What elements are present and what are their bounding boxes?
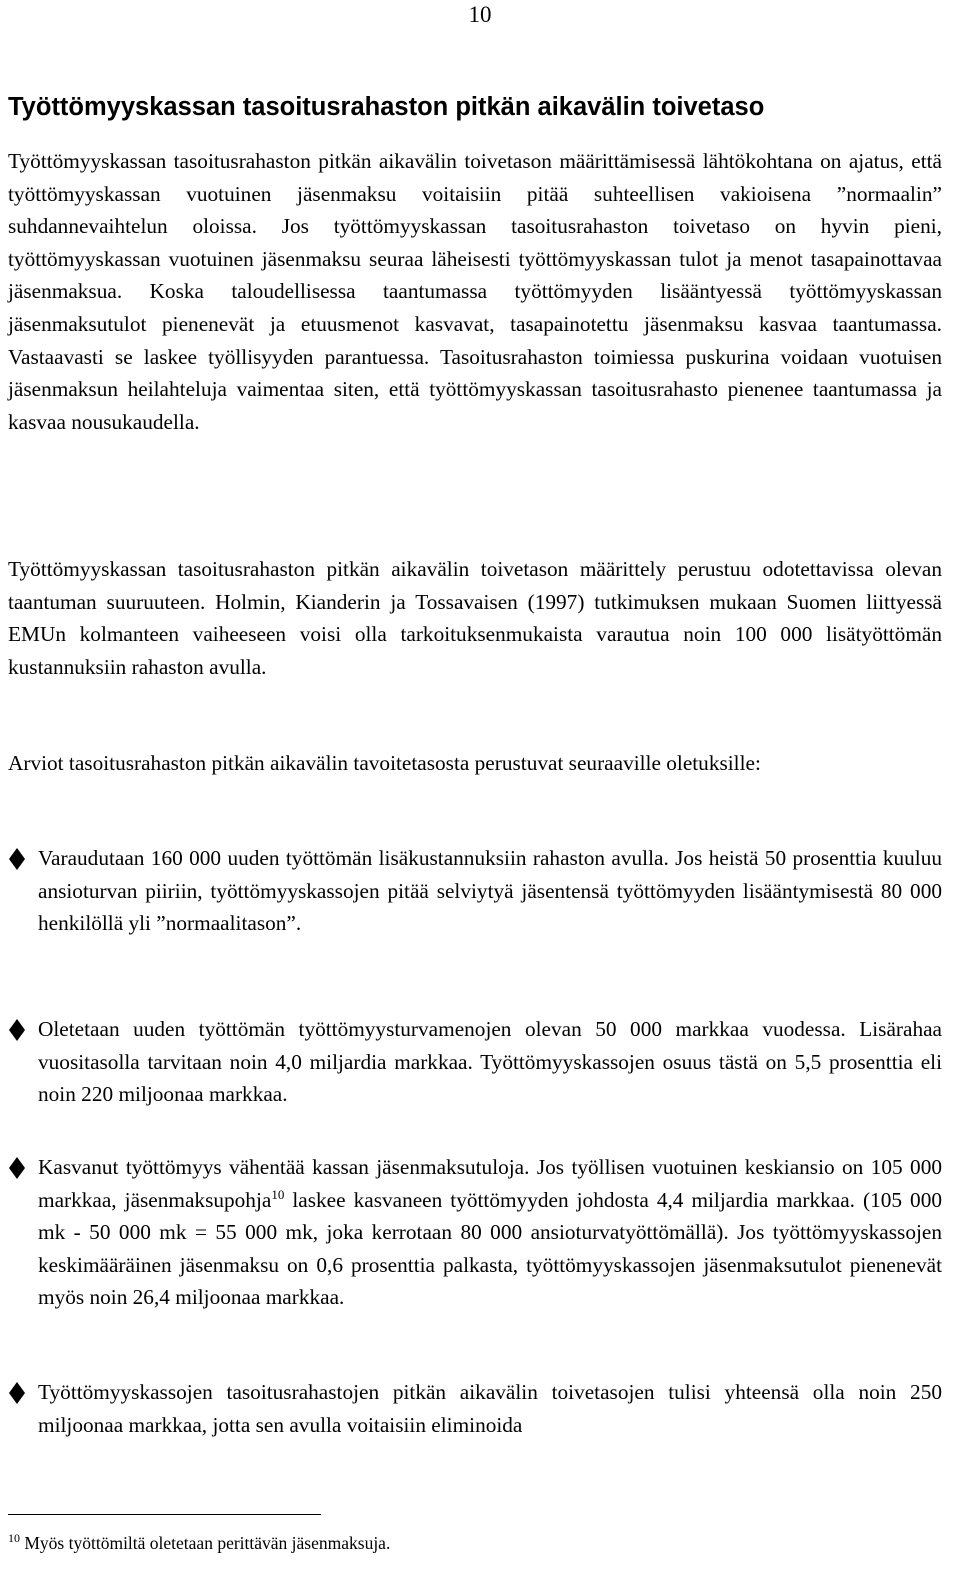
bullet-item <box>8 1376 942 1441</box>
footnote-reference[interactable]: 10 <box>271 1186 285 1202</box>
bullet-text-part: laskee kasvaneen työttömyyden johdosta 4,4 miljardia markkaa. (105 000 mk - 50 000 mk = 55 000 mk, joka kerrotaan 80 000 ansioturvatyöttömällä). Jos työttömyyskassojen keskimääräinen jäsenmaksu on 0,6 prosenttia palkasta, työttömyyskassojen jäsenmaksutulot pienenevät myös noin 26,4 miljoonaa markkaa. <box>38 1187 943 1310</box>
footnote-divider <box>8 1514 321 1515</box>
page-title: Työttömyyskassan tasoitusrahaston pitkän aikavälin toivetaso <box>8 93 765 121</box>
footnote-text: Myös työttömiltä oletetaan perittävän jäsenmaksuja. <box>24 1533 391 1553</box>
diamond-bullet-icon <box>8 1381 26 1405</box>
diamond-bullet-icon <box>8 1156 26 1180</box>
paragraph-target-basis: Työttömyyskassan tasoitusrahaston pitkän aikavälin toivetason määrittely perustuu odotettavissa olevan taantuman suuruuteen. Holmin, Kianderin ja Tossavaisen (1997) tutkimuksen mukaan Suomen liittyessä EMUn kolmanteen vaiheeseen voisi olla tarkoituksenmukaista varautua noin 100 000 lisätyöttömän kustannuksiin rahaston avulla. <box>8 557 942 679</box>
paragraph-assumptions-lead: Arviot tasoitusrahaston pitkän aikavälin tavoitetasosta perustuvat seuraaville oletuksille: <box>8 751 761 775</box>
footnote-number: 10 <box>8 1531 20 1546</box>
paragraph-intro: Työttömyyskassan tasoitusrahaston pitkän aikavälin toivetason määrittämisessä lähtökohtana on ajatus, että työttömyyskassan vuotuinen jäsenmaksu voitaisiin pitää suhteellisen vakioisena ”normaalin” suhdannevaihtelun oloissa. Jos työttömyyskassan tasoitusrahaston toivetaso on hyvin pieni, työttömyyskassan vuotuinen jäsenmaksu seuraa läheisesti työttömyyskassan tulot ja menot tasapainottavaa jäsenmaksua. Koska taloudellisessa taantumassa työttömyyden lisääntyessä työttömyyskassan jäsenmaksutulot pienenevät ja etuusmenot kasvavat, tasapainotettu jäsenmaksu kasvaa taantumassa. Vastaavasti se laskee työllisyyden parantuessa. Tasoitusrahaston toimiessa puskurina voidaan vuotuisen jäsenmaksun heilahteluja vaimentaa siten, että työttömyyskassan tasoitusrahasto pienenee taantumassa ja kasvaa nousukaudella. <box>8 149 942 434</box>
bullet-text-part: Kasvanut työttömyys vähentää kassan jäsenmaksutuloja. Jos työllisen vuotuinen keskiansio on 105 000 markkaa, jäsenmaksupohja <box>38 1155 942 1212</box>
bullet-item <box>8 1151 942 1314</box>
diamond-bullet-icon <box>8 1018 26 1042</box>
bullet-text: Työttömyyskassojen tasoitusrahastojen pitkän aikavälin toivetasojen tulisi yhteensä olla noin 250 miljoonaa markkaa, jotta sen avulla voitaisiin eliminoida <box>38 1380 942 1437</box>
bullet-text <box>38 1151 942 1314</box>
page-number: 10 <box>468 2 492 27</box>
bullet-item <box>8 1013 942 1111</box>
bullet-text: Oletetaan uuden työttömän työttömyysturvamenojen olevan 50 000 markkaa vuodessa. Lisärahaa vuositasolla tarvitaan noin 4,0 miljardia markkaa. Työttömyyskassojen osuus tästä on 5,5 prosenttia eli noin 220 miljoonaa markkaa. <box>38 1017 942 1107</box>
bullet-text: Varaudutaan 160 000 uuden työttömän lisäkustannuksiin rahaston avulla. Jos heistä 50 prosenttia kuuluu ansioturvan piiriin, työttömyyskassojen pitää selviytyä jäsentensä työttömyyden lisääntymisestä 80 000 henkilöllä yli ”normaalitason”. <box>38 846 942 936</box>
bullet-item <box>8 842 942 940</box>
diamond-bullet-icon <box>8 847 26 871</box>
footnote <box>8 1530 938 1556</box>
